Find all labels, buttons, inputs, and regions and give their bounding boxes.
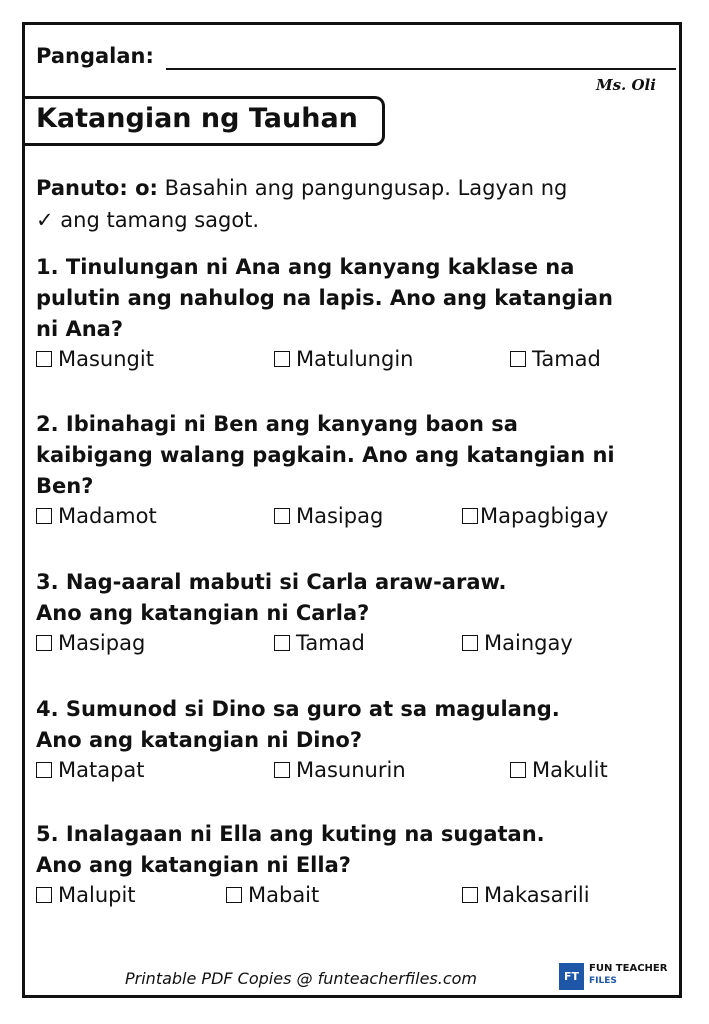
checkbox-icon[interactable]	[36, 351, 52, 367]
name-label: Pangalan:	[36, 44, 154, 68]
checkbox-icon[interactable]	[510, 351, 526, 367]
footer-text: Printable PDF Copies @ funteacherfiles.com	[125, 969, 478, 988]
answer-options	[36, 629, 681, 661]
author-signature: Ms. Oli	[596, 76, 656, 94]
option[interactable]: Masipag	[274, 504, 383, 528]
question-text: 5. Inalagaan ni Ella ang kuting na sugatan. Ano ang katangian ni Ella?	[36, 822, 545, 877]
option[interactable]: Masunurin	[274, 758, 406, 782]
question-1	[36, 252, 681, 377]
name-field-line[interactable]	[166, 68, 676, 70]
option[interactable]: Makulit	[510, 758, 608, 782]
checkbox-icon[interactable]	[462, 508, 478, 524]
checkbox-icon[interactable]	[36, 762, 52, 778]
option[interactable]: Masungit	[36, 347, 154, 371]
option[interactable]: Madamot	[36, 504, 157, 528]
question-text: 1. Tinulungan ni Ana ang kanyang kaklase na pulutin ang nahulog na lapis. Ano ang katangian ni Ana?	[36, 255, 613, 341]
answer-options	[36, 502, 681, 534]
checkbox-icon[interactable]	[274, 762, 290, 778]
checkbox-icon[interactable]	[274, 635, 290, 651]
checkbox-icon[interactable]	[274, 508, 290, 524]
logo-badge-icon: FT	[559, 963, 584, 990]
checkbox-icon[interactable]	[274, 351, 290, 367]
fun-teacher-files-logo	[559, 963, 674, 993]
checkbox-icon[interactable]	[462, 887, 478, 903]
logo-text: FUN TEACHER	[589, 963, 668, 974]
option[interactable]: Matulungin	[274, 347, 413, 371]
instructions	[36, 172, 676, 236]
question-text: 2. Ibinahagi ni Ben ang kanyang baon sa kaibigang walang pagkain. Ano ang katangian ni Ben?	[36, 412, 615, 498]
worksheet-title: Katangian ng Tauhan	[36, 103, 358, 134]
question-5	[36, 819, 681, 913]
checkbox-icon[interactable]	[36, 508, 52, 524]
checkbox-icon[interactable]	[36, 635, 52, 651]
instructions-text-1: Basahin ang pangungusap. Lagyan ng	[157, 176, 568, 200]
answer-options	[36, 345, 681, 377]
instructions-text-2: ✓ ang tamang sagot.	[36, 208, 260, 232]
answer-options	[36, 881, 681, 913]
question-3	[36, 567, 681, 661]
option[interactable]: Tamad	[274, 631, 365, 655]
question-4	[36, 694, 681, 788]
question-text: 3. Nag-aaral mabuti si Carla araw-araw. Ano ang katangian ni Carla?	[36, 570, 507, 625]
question-2	[36, 409, 681, 534]
checkbox-icon[interactable]	[226, 887, 242, 903]
option[interactable]: Mapagbigay	[462, 504, 608, 528]
question-text: 4. Sumunod si Dino sa guro at sa magulang. Ano ang katangian ni Dino?	[36, 697, 560, 752]
option[interactable]: Masipag	[36, 631, 145, 655]
option[interactable]: Matapat	[36, 758, 145, 782]
checkbox-icon[interactable]	[462, 635, 478, 651]
checkbox-icon[interactable]	[36, 887, 52, 903]
option[interactable]: Malupit	[36, 883, 136, 907]
option[interactable]: Mabait	[226, 883, 319, 907]
option[interactable]: Makasarili	[462, 883, 590, 907]
instructions-label: Panuto: o:	[36, 176, 158, 200]
option[interactable]: Maingay	[462, 631, 573, 655]
checkbox-icon[interactable]	[510, 762, 526, 778]
logo-subtext: FILES	[589, 976, 617, 986]
answer-options	[36, 756, 681, 788]
option[interactable]: Tamad	[510, 347, 601, 371]
